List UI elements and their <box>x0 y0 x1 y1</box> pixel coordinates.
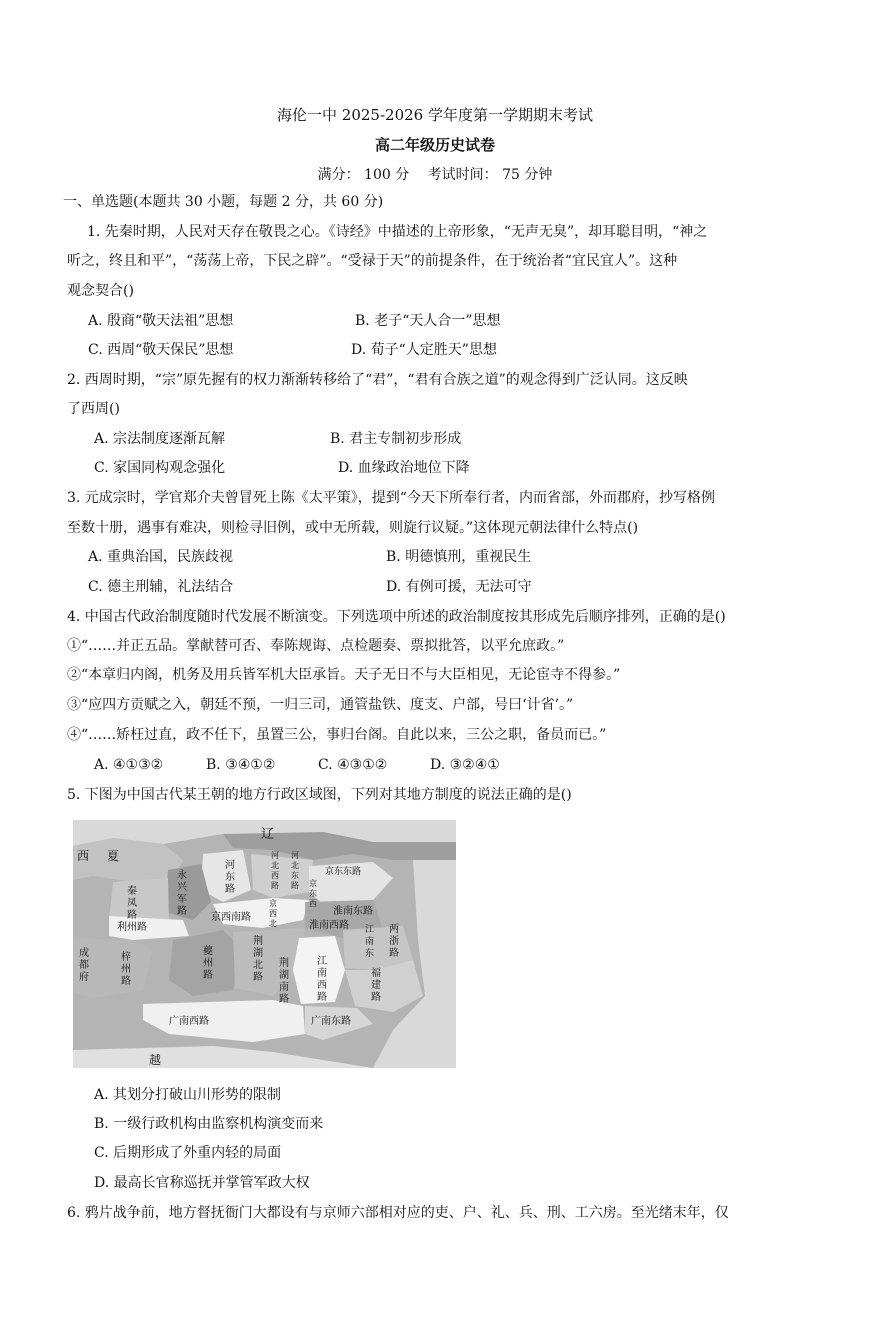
q5-option-c: C. 后期形成了外重内轻的局面 <box>94 1145 282 1161</box>
q4-option-a: A. ④①③② <box>94 757 164 773</box>
map-label-hedong-1: 河 <box>225 860 235 871</box>
map-label-zizhou-3: 路 <box>121 976 131 987</box>
q2-option-c: C. 家国同构观念强化 <box>94 460 226 476</box>
map-label-hebeidong-3: 东 <box>291 871 299 880</box>
q4-statement-4: ④“……矫枉过直，政不任下，虽置三公，事归台阁。自此以来，三公之职，备员而已。” <box>67 727 607 743</box>
map-label-jiangnanxi-3: 西 <box>317 980 327 991</box>
map-label-liangzhe-3: 路 <box>389 948 399 959</box>
map-label-zizhou-2: 州 <box>121 964 131 975</box>
q1-option-b: B. 老子“天人合一”思想 <box>355 313 501 329</box>
map-label-fujian-2: 建 <box>371 980 381 991</box>
q4-option-c: C. ④③①② <box>318 757 388 773</box>
q6-line1: 6. 鸦片战争前，地方督抚衙门大都设有与京师六部相对应的吏、户、礼、兵、刑、工六房。至光绪末年，仅 <box>67 1205 729 1221</box>
map-label-jiangnanxi-1: 江 <box>317 956 327 967</box>
q2-line1: 2. 西周时期，“宗”原先握有的权力渐渐转移给了“君”，“君有合族之道”的观念得到广泛认同。这反映 <box>67 372 688 388</box>
q4-statement-2: ②“本章归内阁，机务及用兵皆军机大臣承旨。天子无日不与大臣相见，无论宦寺不得参。” <box>67 667 621 683</box>
map-label-kuizhou-2: 州 <box>203 958 213 969</box>
q4-options <box>94 755 542 775</box>
q4-option-b: B. ③④①② <box>206 757 276 773</box>
map-label-xixia-2: 夏 <box>107 849 120 863</box>
q5-option-a: A. 其划分打破山川形势的限制 <box>94 1087 282 1103</box>
map-label-zizhou-1: 梓 <box>121 952 131 963</box>
map-label-jiangnandong-1: 江 <box>365 925 375 935</box>
q5-option-b: B. 一级行政机构由监察机构演变而来 <box>94 1116 324 1132</box>
map-label-jiangnandong-2: 南 <box>365 937 375 947</box>
map-label-jinghunan-1: 荆 <box>279 958 289 969</box>
map-label-jinghubei-4: 路 <box>253 972 263 983</box>
q1-option-c: C. 西周“敬天保民”思想 <box>88 342 234 358</box>
q2-line2: 了西周() <box>67 401 120 417</box>
map-label-hebeidong-4: 路 <box>291 881 299 890</box>
map-label-hedong-2: 东 <box>225 872 235 883</box>
q4-line1: 4. 中国古代政治制度随时代发展不断演变。下列选项中所述的政治制度按其形成先后顺序排列，正确的是() <box>67 609 726 625</box>
q5-option-d: D. 最高长官称巡抚并掌管军政大权 <box>94 1175 310 1191</box>
exam-subtitle: 高二年级历史试卷 <box>374 136 495 154</box>
map-label-fujian-3: 路 <box>371 992 381 1003</box>
map-label-qinfeng-1: 秦 <box>127 886 137 897</box>
map-label-jinghunan-2: 湖 <box>279 970 289 981</box>
map-label-yongxing-2: 兴 <box>177 882 187 893</box>
map-label-yue: 越 <box>149 1053 162 1067</box>
map-label-jinghubei-3: 北 <box>253 960 263 971</box>
map-label-hebei-4: 路 <box>271 881 279 890</box>
map-label-huainanxi: 淮南西路 <box>309 920 349 931</box>
map-label-yongxing-1: 永 <box>177 870 187 881</box>
map-label-hebei-1: 河 <box>271 851 279 860</box>
q1-line1: 1. 先秦时期，人民对天存在敬畏之心。《诗经》中描述的上帝形象，“无声无臭”，却耳聪目明，“神之 <box>87 224 708 240</box>
map-label-jingxibei-2: 西 <box>269 909 277 918</box>
q5-line1: 5. 下图为中国古代某王朝的地方行政区域图，下列对其地方制度的说法正确的是() <box>67 787 572 803</box>
q4-statement-3: ③“应四方贡赋之入，朝廷不预，一归三司，通管盐铁、度支、户部，号曰‘计省’。” <box>67 697 574 713</box>
map-label-yongxing-4: 路 <box>177 906 187 917</box>
q3-option-c: C. 德主刑辅，礼法结合 <box>88 579 234 595</box>
map-label-hebei-3: 西 <box>271 871 279 880</box>
map-label-liao: 辽 <box>261 827 275 842</box>
q1-line3: 观念契合() <box>67 283 134 299</box>
map-label-jingxibei-3: 北 <box>269 919 277 928</box>
q1-line2: 听之，终且和平”，“荡荡上帝，下民之辟”。“受禄于天”的前提条件，在于统治者“宜民宜人”。这种 <box>67 253 678 269</box>
q1-option-d: D. 荀子“人定胜天”思想 <box>351 342 497 358</box>
q3-line2: 至数十册，遇事有难决，则检寻旧例，或中无所载，则旋行议疑。”这体现元朝法律什么特点() <box>67 520 639 536</box>
map-label-guangnandong: 广南东路 <box>311 1016 351 1027</box>
q3-option-a: A. 重典治国，民族歧视 <box>88 549 234 565</box>
map-label-jingdongxi-3: 西 <box>309 899 317 908</box>
map-label-lizhou: 利州路 <box>117 922 147 933</box>
map-label-huainandong: 淮南东路 <box>333 906 373 917</box>
map-label-hebeidong-2: 北 <box>291 861 299 870</box>
map-label-hebei-2: 北 <box>271 861 279 870</box>
map-label-jingdongxi-1: 京 <box>309 879 317 888</box>
q2-option-b: B. 君主专制初步形成 <box>330 431 462 447</box>
map-label-jinghunan-3: 南 <box>279 982 289 993</box>
q2-option-d: D. 血缘政治地位下降 <box>338 460 470 476</box>
map-label-jingxibei-1: 京 <box>269 899 277 908</box>
q3-option-b: B. 明德慎刑，重视民生 <box>386 549 532 565</box>
song-dynasty-map <box>73 820 456 1068</box>
map-label-qinfeng-2: 凤 <box>127 898 137 909</box>
map-label-jingxinan: 京西南路 <box>211 912 251 923</box>
map-label-jinghubei-2: 湖 <box>253 948 263 959</box>
map-label-liangzhe-1: 两 <box>389 924 399 935</box>
map-label-qinfeng-3: 路 <box>127 910 137 921</box>
map-label-jingdongdong: 京东东路 <box>325 867 362 877</box>
map-label-kuizhou-1: 夔 <box>203 946 213 957</box>
map-hebei-region <box>251 854 313 898</box>
exam-title: 海伦一中 2025-2026 学年度第一学期期末考试 <box>277 106 593 124</box>
map-label-kuizhou-3: 路 <box>203 970 213 981</box>
map-label-chengdu-2: 都 <box>79 960 89 971</box>
map-label-fujian-1: 福 <box>371 968 381 979</box>
map-label-hedong-3: 路 <box>225 884 235 895</box>
map-label-jiangnanxi-4: 路 <box>317 992 327 1003</box>
map-label-jinghunan-4: 路 <box>279 994 289 1005</box>
map-label-xixia-1: 西 <box>77 849 90 863</box>
exam-meta: 满分： 100 分 考试时间： 75 分钟 <box>317 167 553 183</box>
map-label-liangzhe-2: 浙 <box>389 936 399 947</box>
q4-statement-1: ①“……并正五品。掌献替可否、奉陈规诲、点检题奏、票拟批答，以平允庶政。” <box>67 638 565 654</box>
q4-option-d: D. ③②④① <box>430 757 500 773</box>
map-label-hebeidong-1: 河 <box>291 851 299 860</box>
q1-option-a: A. 殷商“敬天法祖”思想 <box>88 313 234 329</box>
map-label-jiangnanxi-2: 南 <box>317 968 327 979</box>
map-label-jinghubei-1: 荆 <box>253 936 263 947</box>
q2-option-a: A. 宗法制度逐渐瓦解 <box>94 431 226 447</box>
map-label-jingdongxi-2: 东 <box>309 889 317 898</box>
map-label-jiangnandong-3: 东 <box>365 949 375 959</box>
section-heading: 一、单选题(本题共 30 小题，每题 2 分，共 60 分) <box>63 194 384 210</box>
q3-line1: 3. 元成宗时，学官郑介夫曾冒死上陈《太平策》，提到“今天下所奉行者，内而省部，外而郡府，抄写格例 <box>67 490 715 506</box>
q3-option-d: D. 有例可援，无法可守 <box>386 579 532 595</box>
map-label-chengdu-3: 府 <box>79 972 89 983</box>
map-label-chengdu-1: 成 <box>79 948 89 959</box>
map-label-guangnanxi: 广南西路 <box>169 1016 209 1027</box>
map-label-yongxing-3: 军 <box>177 894 187 905</box>
